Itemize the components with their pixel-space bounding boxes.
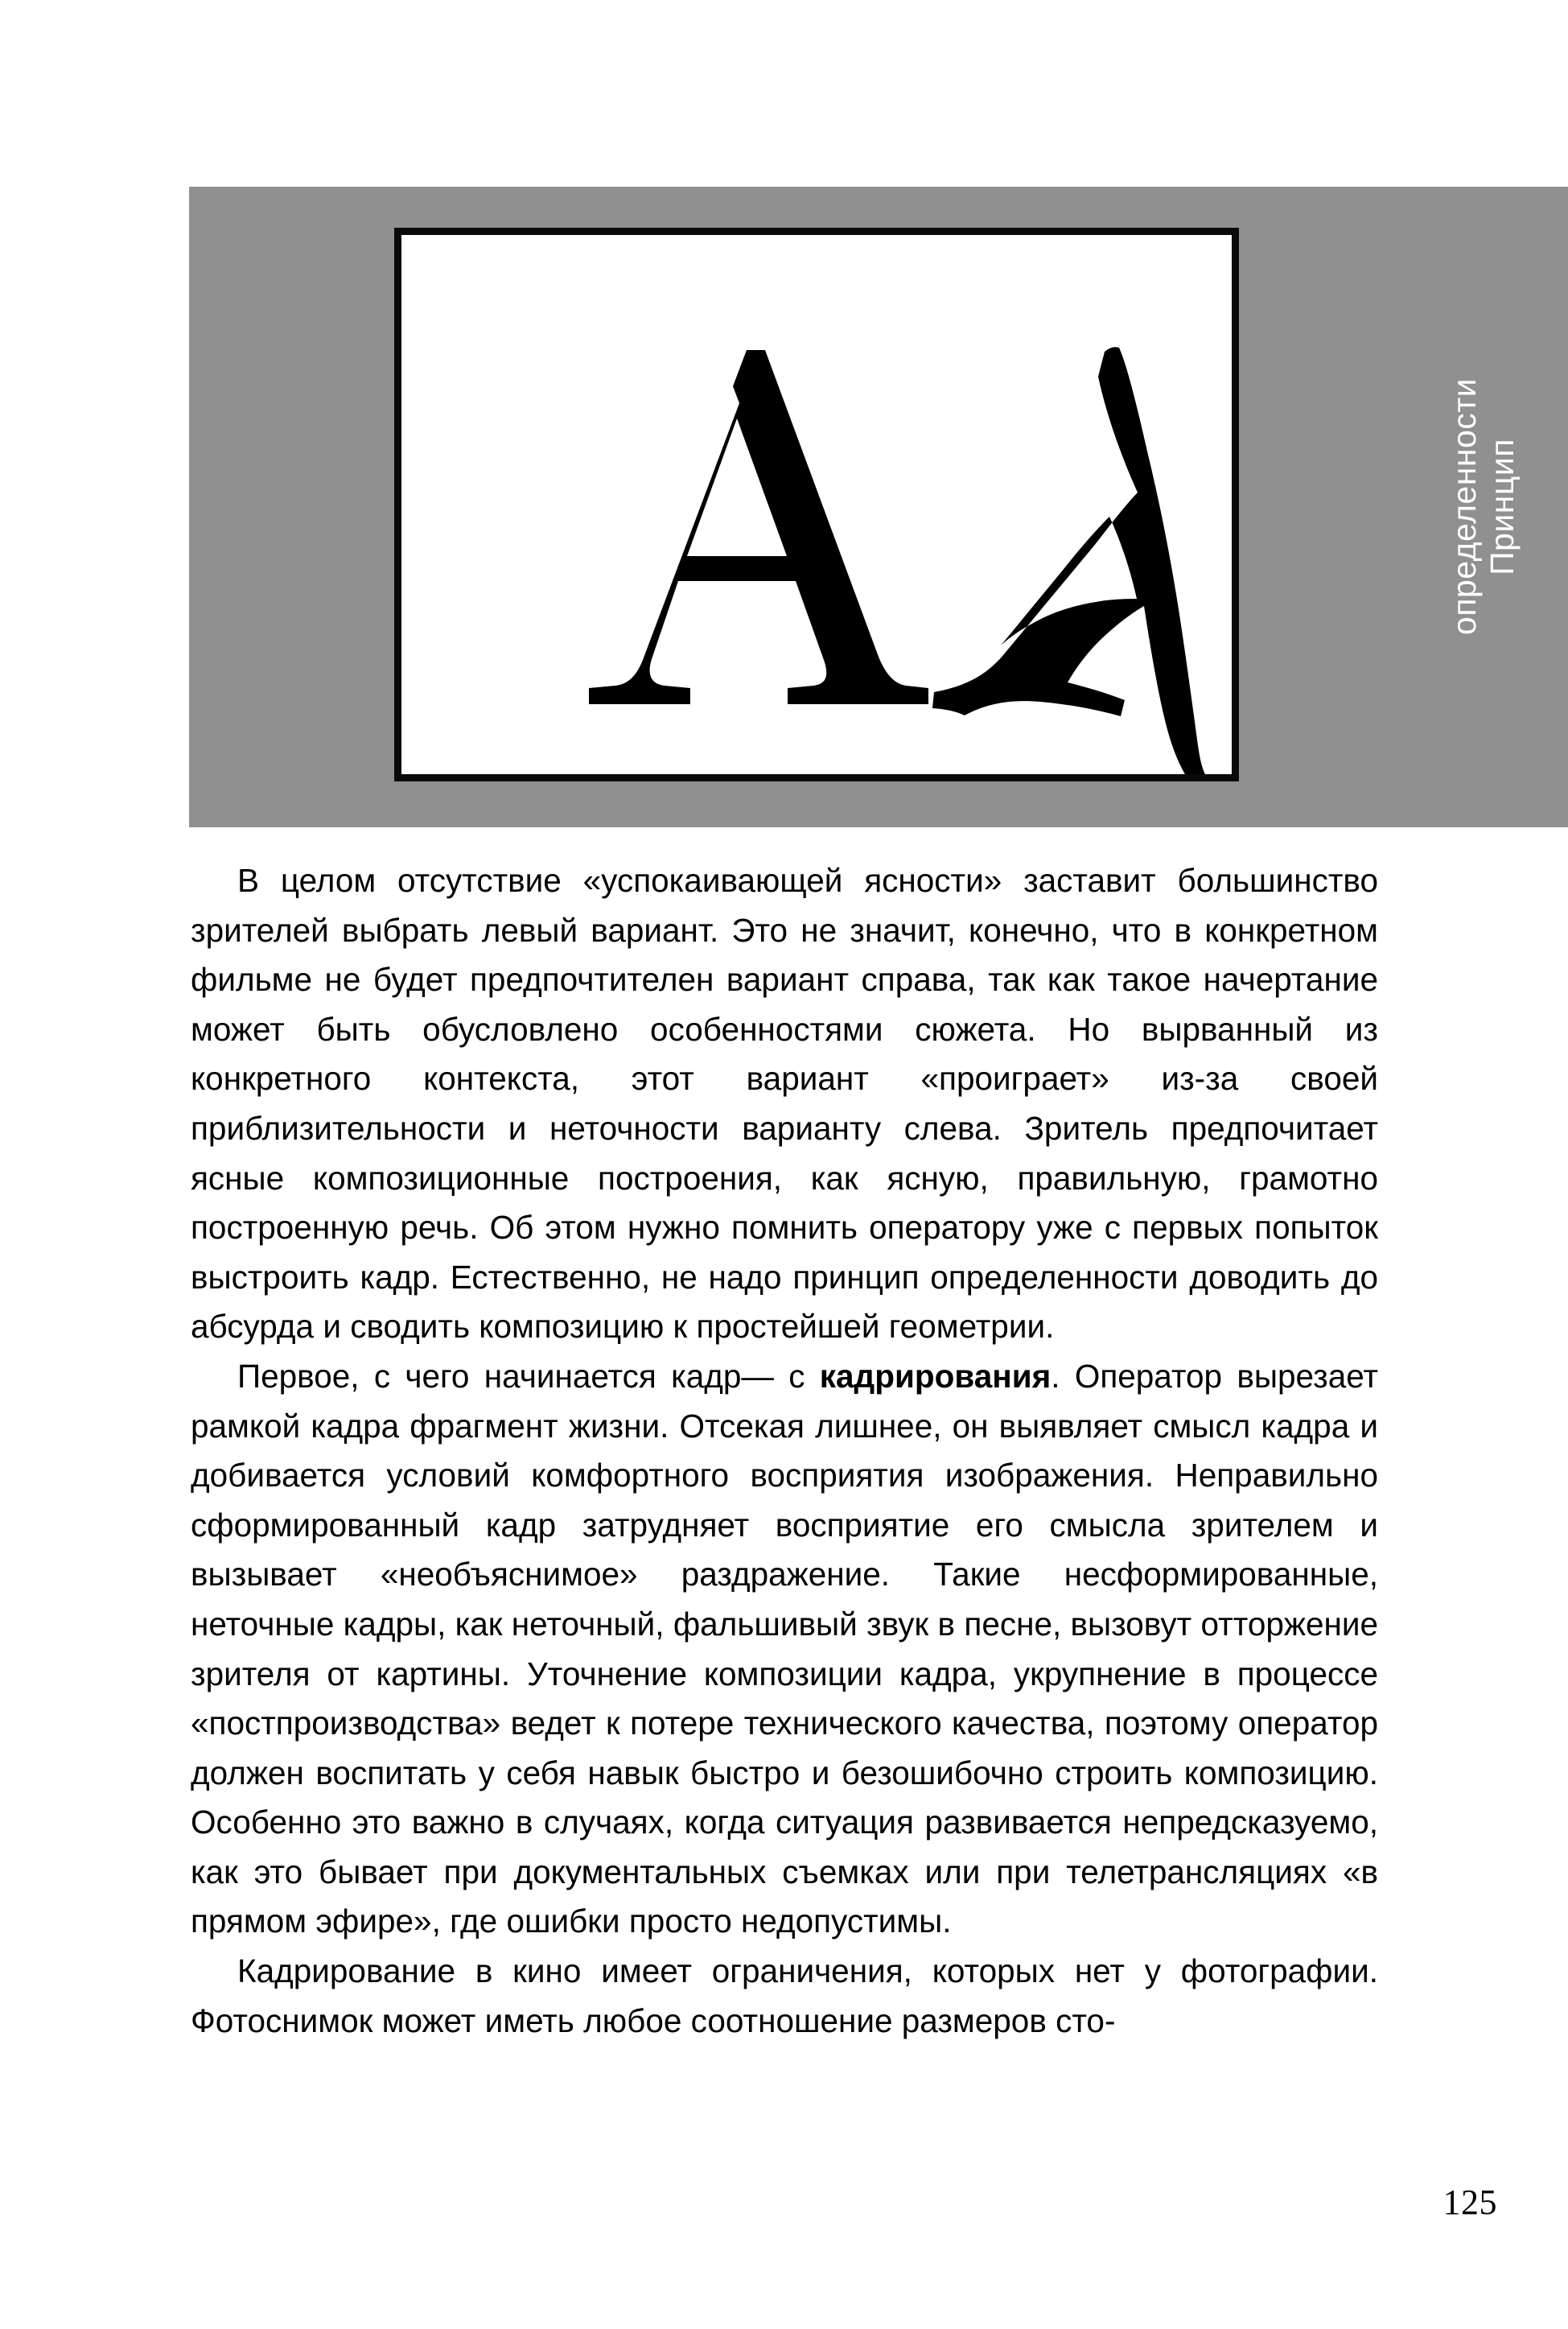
page-number: 125 — [1442, 2183, 1497, 2222]
letter-a-regular-icon — [589, 350, 928, 704]
running-head-line-2: определенности — [1446, 378, 1483, 636]
figure-canvas — [401, 235, 1232, 774]
letter-a-distorted-icon — [932, 347, 1209, 774]
body-paragraph-1: В целом отсутствие «успокаивающей ясности» заставит большинство зрителей выбрать левый вариант. Это не значит, конечно, что в конкретном фильме не будет предпочтителен вариант справа, так как такое начертание может быть обусловлено особенностями сюжета. Но вырванный из конкретного контекста, этот вариант «проиграет» из-за своей приблизительности и неточности варианту слева. Зритель предпочитает ясные композиционные построения, как ясную, правильную, грамотно построенную речь. Об этом нужно помнить оператору уже с первых попыток выстроить кадр. Естественно, не надо принцип определенности доводить до абсурда и сводить композицию к простейшей геометрии. — [191, 862, 1378, 1346]
body-text-column — [191, 856, 1378, 2046]
body-paragraph-2: Первое, с чего начинается кадр— с кадрирования. Оператор вырезает рамкой кадра фрагмент жизни. Отсекая лишнее, он выявляет смысл кадра и добивается условий комфортного восприятия изображения. Неправильно сформированный кадр затрудняет восприятие его смысла зрителем и вызывает «необъяснимое» раздражение. Такие несформированные, неточные кадры, как неточный, фальшивый звук в песне, вызовут отторжение зрителя от картины. Уточнение композиции кадра, укрупнение в процессе «постпроизводства» ведет к потере технического качества, поэтому оператор должен воспитать у себя навык быстро и безошибочно строить композицию. Особенно это важно в случаях, когда ситуация развивается непредсказуемо, как это бывает при документальных съемках или при телетрансляциях «в прямом эфире», где ошибки просто недопустимы. — [191, 1357, 1378, 1940]
figure-block — [189, 187, 1568, 827]
running-head — [1399, 187, 1568, 827]
letter-comparison-illustration — [401, 235, 1232, 774]
figure-frame — [394, 228, 1239, 781]
body-paragraph-3: Кадрирование в кино имеет ограничения, которых нет у фотографии. Фотоснимок может иметь любое соотношение размеров сто- — [191, 1952, 1378, 2039]
running-head-line-1: Принцип — [1484, 439, 1521, 575]
